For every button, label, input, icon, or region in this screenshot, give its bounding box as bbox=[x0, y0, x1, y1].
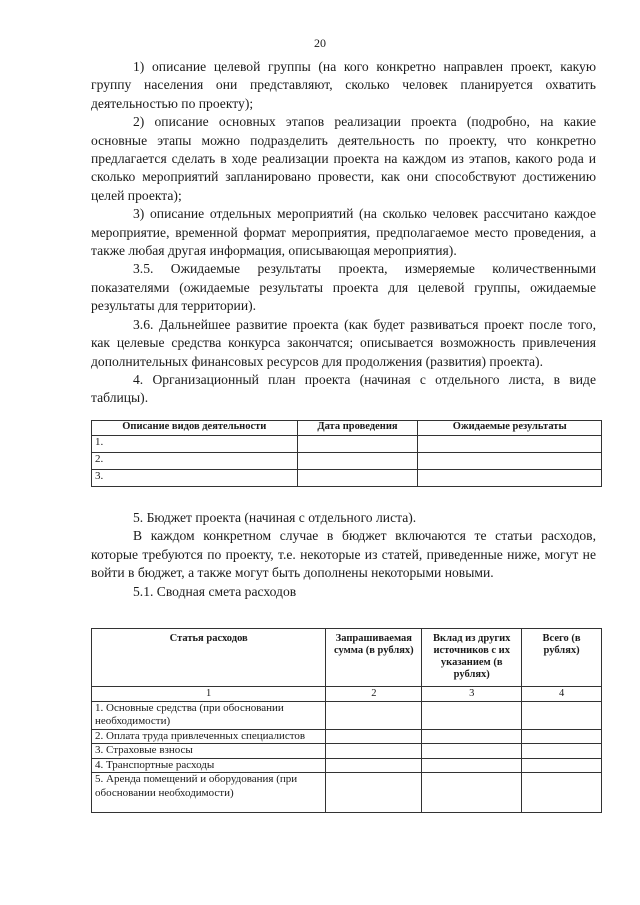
table-cell bbox=[522, 758, 602, 773]
column-header: Ожидаемые результаты bbox=[418, 421, 602, 436]
column-number: 1 bbox=[92, 687, 326, 702]
table-row bbox=[92, 436, 602, 453]
table-cell bbox=[326, 701, 422, 729]
column-header: Вклад из других источников с их указанием (в рублях) bbox=[422, 629, 522, 687]
paragraph-results: 3.5. Ожидаемые результаты проекта, измеряемые количественными показателями (ожидаемые результаты проекта для целевой группы, ожидаемые результаты для территории). bbox=[91, 261, 596, 314]
table-cell bbox=[522, 744, 602, 759]
table-row bbox=[92, 744, 602, 759]
table-cell bbox=[418, 453, 602, 470]
table-cell bbox=[326, 729, 422, 744]
table-row bbox=[92, 758, 602, 773]
paragraph-development: 3.6. Дальнейшее развитие проекта (как будет развиваться проект после того, как целевые средства конкурса закончатся; описывается возможность привлечения дополнительных финансовых ресурсов для продолжения (развития) проекта). bbox=[91, 316, 596, 369]
table-cell bbox=[522, 773, 602, 813]
table-cell bbox=[418, 470, 602, 487]
table-cell bbox=[326, 758, 422, 773]
table-cell: 2. Оплата труда привлеченных специалистов bbox=[92, 729, 326, 744]
table-cell bbox=[422, 729, 522, 744]
paragraph-stages: 2) описание основных этапов реализации проекта (подробно, на какие основные этапы можно подразделить деятельность по проекту, что конкретно предлагается сделать в ходе реализации проекта на каждом из этапов, какого рода и сколько мероприятий запланировано провести, как они способствуют достижению целей проекта); bbox=[91, 114, 596, 203]
table-cell: 5. Аренда помещений и оборудования (при обосновании необходимости) bbox=[92, 773, 326, 813]
body-text bbox=[91, 58, 596, 408]
page-number: 20 bbox=[314, 36, 326, 50]
table-cell: 1. Основные средства (при обосновании необходимости) bbox=[92, 701, 326, 729]
table-cell bbox=[297, 470, 418, 487]
paragraph-events: 3) описание отдельных мероприятий (на сколько человек рассчитано каждое мероприятие, временной формат мероприятия, предполагаемое место проведения, а также любая другая информация, описывающая мероприятия). bbox=[91, 206, 596, 259]
paragraph-target-group: 1) описание целевой группы (на кого конкретно направлен проект, какую группу населения они представляют, сколько человек планируется охватить деятельностью по проекту); bbox=[91, 59, 596, 111]
budget-section bbox=[91, 509, 596, 601]
column-header: Дата проведения bbox=[297, 421, 418, 436]
table-row bbox=[92, 773, 602, 813]
column-number: 2 bbox=[326, 687, 422, 702]
table-cell bbox=[418, 436, 602, 453]
table-cell bbox=[522, 701, 602, 729]
column-header: Статья расходов bbox=[92, 629, 326, 687]
table-cell bbox=[297, 436, 418, 453]
table-header-row bbox=[92, 629, 602, 687]
column-header: Описание видов деятельности bbox=[92, 421, 298, 436]
table-cell bbox=[522, 729, 602, 744]
column-header: Запрашиваемая сумма (в рублях) bbox=[326, 629, 422, 687]
table-cell bbox=[326, 744, 422, 759]
column-header: Всего (в рублях) bbox=[522, 629, 602, 687]
table-cell bbox=[297, 453, 418, 470]
table-cell: 4. Транспортные расходы bbox=[92, 758, 326, 773]
table-header-row bbox=[92, 421, 602, 436]
paragraph-org-plan: 4. Организационный план проекта (начиная с отдельного листа, в виде таблицы). bbox=[91, 371, 596, 406]
budget-summary-table bbox=[91, 628, 602, 813]
table-cell: 1. bbox=[92, 436, 298, 453]
organizational-plan-table bbox=[91, 420, 602, 487]
table-row bbox=[92, 453, 602, 470]
table-row bbox=[92, 729, 602, 744]
table-cell bbox=[326, 773, 422, 813]
section-subheading: 5.1. Сводная смета расходов bbox=[133, 583, 297, 599]
table-cell: 2. bbox=[92, 453, 298, 470]
table-cell bbox=[422, 758, 522, 773]
column-number-row bbox=[92, 687, 602, 702]
table-cell: 3. Страховые взносы bbox=[92, 744, 326, 759]
table-cell bbox=[422, 744, 522, 759]
section-text: В каждом конкретном случае в бюджет включаются те статьи расходов, которые требуются по проекту, т.е. некоторые из статей, приведенные ниже, могут не войти в бюджет, а также могут быть дополнены некоторыми новыми. bbox=[91, 528, 596, 581]
table-cell: 3. bbox=[92, 470, 298, 487]
table-row bbox=[92, 470, 602, 487]
column-number: 4 bbox=[522, 687, 602, 702]
table-cell bbox=[422, 773, 522, 813]
table-row bbox=[92, 701, 602, 729]
table-cell bbox=[422, 701, 522, 729]
section-heading: 5. Бюджет проекта (начиная с отдельного листа). bbox=[133, 510, 417, 525]
column-number: 3 bbox=[422, 687, 522, 702]
